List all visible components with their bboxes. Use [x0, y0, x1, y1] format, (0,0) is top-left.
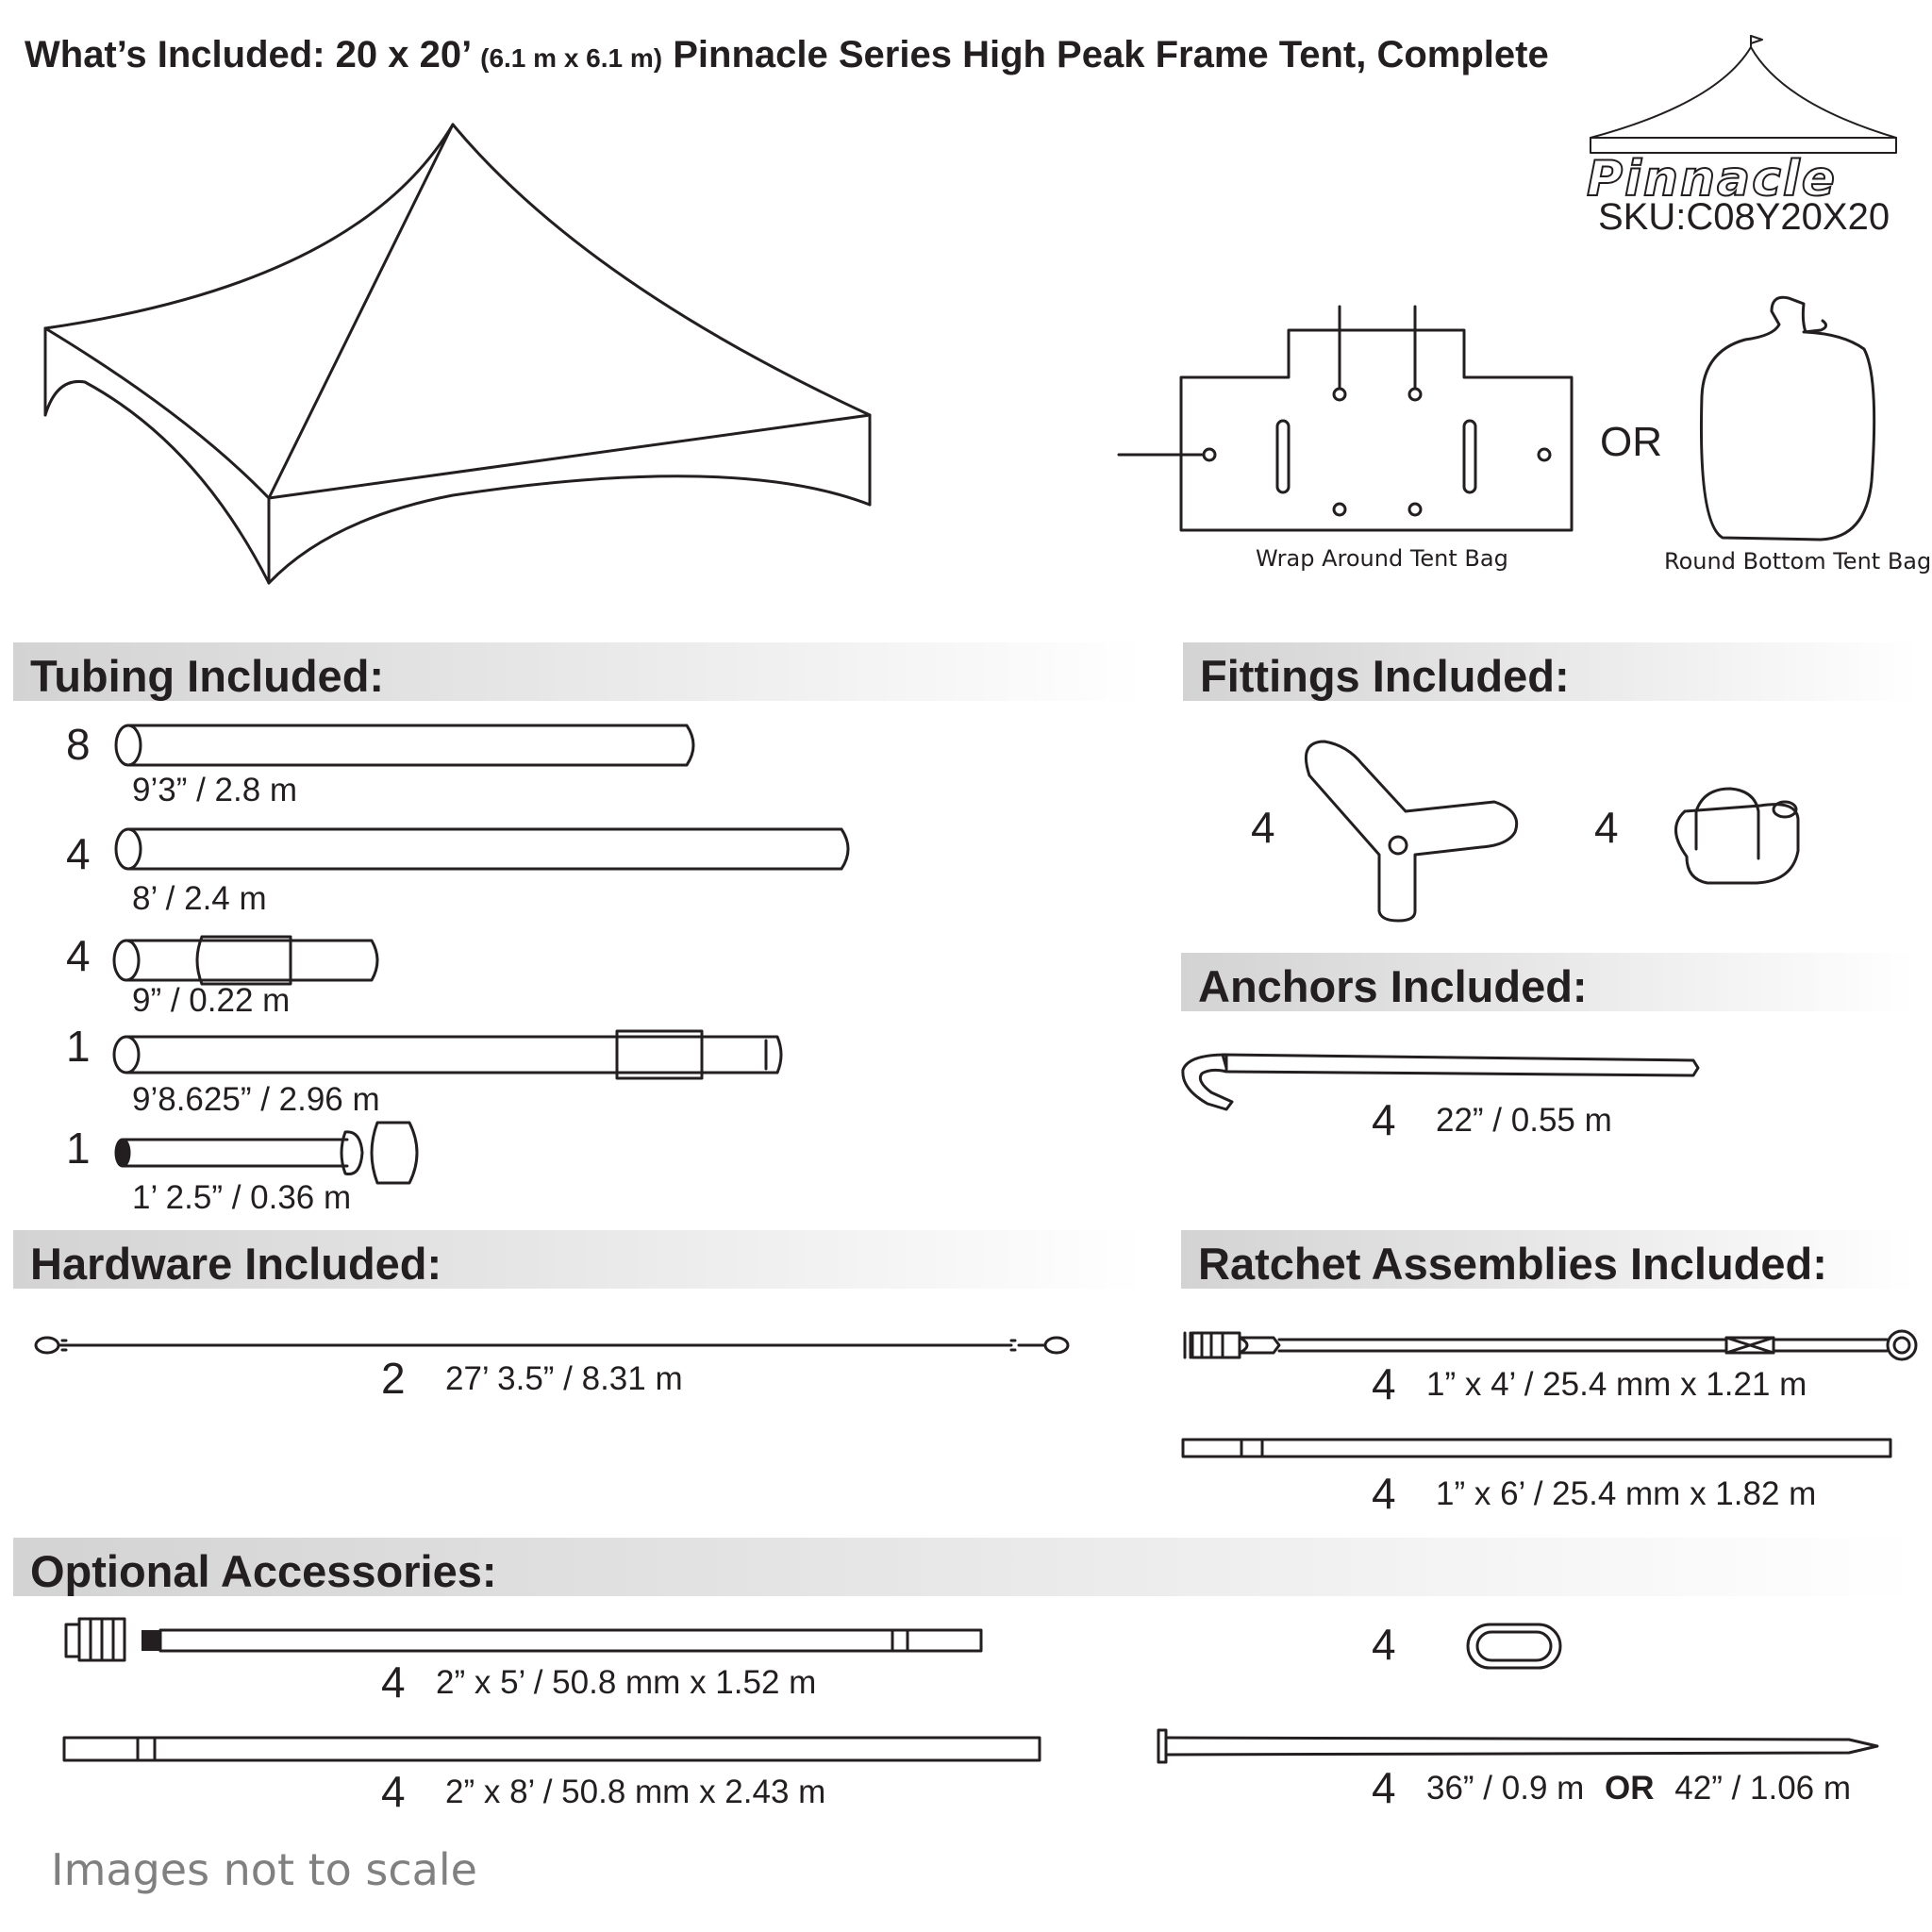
bag-or-label: OR	[1600, 419, 1662, 465]
tent-canopy-illustration	[45, 125, 870, 583]
tube-9ft8-illustration	[114, 1031, 781, 1078]
anchor-label: 22” / 0.55 m	[1436, 1102, 1612, 1139]
fittings-heading: Fittings Included:	[1200, 651, 1570, 701]
tubing-qty: 8	[66, 720, 91, 769]
tubing-label: 9” / 0.22 m	[132, 982, 291, 1019]
foot-plate-fitting-illustration	[1675, 789, 1798, 883]
tube-9ft3-illustration	[116, 725, 693, 765]
strap-6ft-illustration	[1183, 1440, 1890, 1457]
cable-illustration	[36, 1338, 1068, 1353]
round-bag-caption: Round Bottom Tent Bag	[1664, 548, 1932, 575]
title-main: What’s Included: 20 x 20’	[25, 34, 470, 75]
tubing-qty: 1	[66, 1022, 91, 1071]
fitting-qty: 4	[1594, 803, 1619, 852]
ratchets-heading: Ratchet Assemblies Included:	[1198, 1239, 1827, 1289]
wrap-around-bag-illustration	[1119, 307, 1572, 530]
hardware-qty: 2	[381, 1354, 406, 1403]
optional-heading: Optional Accessories:	[30, 1546, 497, 1596]
optional-label: 2” x 5’ / 50.8 mm x 1.52 m	[436, 1664, 817, 1701]
stake-label-b: 42” / 1.06 m	[1674, 1770, 1852, 1807]
optional-qty: 4	[381, 1767, 406, 1816]
ratchet-label: 1” x 6’ / 25.4 mm x 1.82 m	[1436, 1475, 1817, 1512]
round-bottom-bag-illustration	[1701, 297, 1874, 540]
stake-label-a: 36” / 0.9 m	[1426, 1770, 1585, 1807]
tubing-label: 9’3” / 2.8 m	[132, 772, 298, 808]
wrap-bag-caption: Wrap Around Tent Bag	[1256, 545, 1508, 572]
tube-9in-illustration	[114, 937, 377, 984]
ratchet-label: 1” x 4’ / 25.4 mm x 1.21 m	[1426, 1366, 1807, 1403]
hardware-label: 27’ 3.5” / 8.31 m	[445, 1360, 683, 1397]
anchors-heading: Anchors Included:	[1198, 961, 1588, 1011]
title-rest: Pinnacle Series High Peak Frame Tent, Complete	[673, 34, 1549, 75]
carabiner-qty: 4	[1372, 1620, 1396, 1669]
pinnacle-logo-icon	[1591, 36, 1896, 153]
pinnacle-logo-text: Pinnacle	[1587, 151, 1837, 208]
ratchet-strap-4ft-illustration	[1185, 1331, 1916, 1359]
sku-label: SKU:C08Y20X20	[1598, 196, 1890, 238]
tubing-qty: 4	[66, 931, 91, 980]
tube-1ft2-illustration	[116, 1123, 417, 1183]
tube-8ft-illustration	[116, 829, 848, 869]
optional-qty: 4	[381, 1657, 406, 1707]
optional-strap-8ft-illustration	[64, 1738, 1040, 1760]
tubing-heading: Tubing Included:	[30, 651, 385, 701]
scale-note: Images not to scale	[51, 1844, 477, 1895]
tubing-label: 9’8.625” / 2.96 m	[132, 1081, 380, 1118]
carabiner-illustration	[1468, 1624, 1560, 1668]
title-metric: (6.1 m x 6.1 m)	[480, 43, 663, 73]
hardware-heading: Hardware Included:	[30, 1239, 442, 1289]
three-way-fitting-illustration	[1306, 741, 1516, 921]
anchor-qty: 4	[1372, 1095, 1396, 1144]
tubing-label: 1’ 2.5” / 0.36 m	[132, 1179, 352, 1216]
stake-or: OR	[1605, 1770, 1655, 1807]
long-stake-illustration	[1158, 1730, 1877, 1762]
stake-qty: 4	[1372, 1763, 1396, 1812]
stake-label	[1426, 1770, 1851, 1807]
optional-label: 2” x 8’ / 50.8 mm x 2.43 m	[445, 1774, 826, 1810]
tubing-qty: 4	[66, 829, 91, 878]
ratchet-qty: 4	[1372, 1469, 1396, 1518]
ratchet-qty: 4	[1372, 1359, 1396, 1408]
fitting-qty: 4	[1251, 803, 1275, 852]
tubing-label: 8’ / 2.4 m	[132, 880, 267, 917]
optional-strap-5ft-illustration	[66, 1619, 981, 1660]
tubing-qty: 1	[66, 1124, 91, 1173]
